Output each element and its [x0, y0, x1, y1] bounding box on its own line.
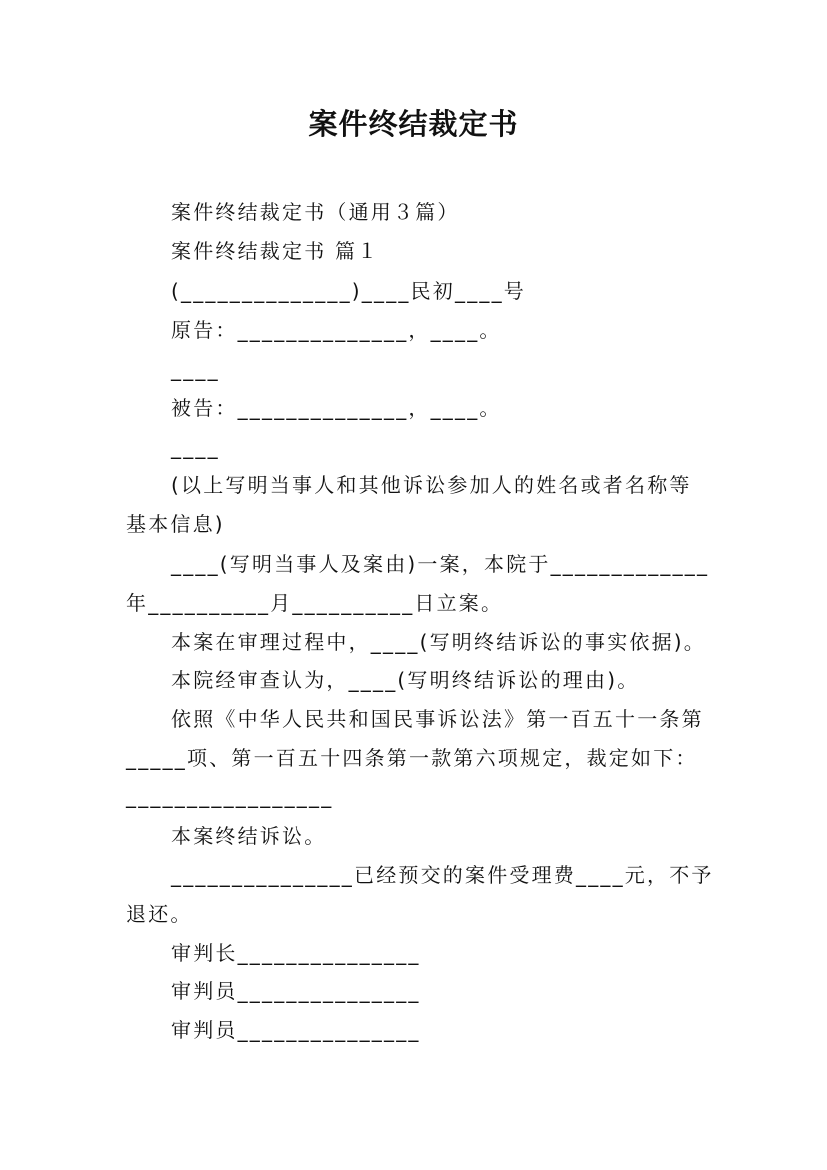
- doc-line-plaintiff-blank: ____: [171, 357, 220, 381]
- doc-line-section-heading: 案件终结裁定书 篇１: [171, 239, 380, 263]
- doc-line-fee-cont: 退还。: [126, 902, 193, 926]
- doc-line-ruling: 本案终结诉讼。: [171, 824, 327, 848]
- doc-line-case-number: (______________)____民初____号: [171, 279, 527, 303]
- doc-line-judge-1: 审判员_______________: [171, 979, 421, 1003]
- doc-line-facts: 本案在审理过程中，____(写明终结诉讼的事实依据)。: [171, 630, 707, 654]
- document-title: 案件终结裁定书: [308, 107, 519, 141]
- doc-line-parties-note-cont: 基本信息): [126, 512, 225, 536]
- doc-line-defendant-blank: ____: [171, 435, 220, 459]
- doc-line-plaintiff: 原告：______________，____。: [171, 318, 502, 342]
- doc-line-case-filing: ____(写明当事人及案由)一案，本院于_____________: [171, 552, 710, 576]
- doc-line-parties-note: (以上写明当事人和其他诉讼参加人的姓名或者名称等: [171, 473, 692, 497]
- doc-line-presiding-judge: 审判长_______________: [171, 941, 421, 965]
- doc-line-case-filing-date: 年__________月__________日立案。: [126, 591, 504, 615]
- doc-line-blank-rule: _________________: [126, 784, 334, 808]
- doc-line-fee: _______________已经预交的案件受理费____元，不予: [171, 863, 714, 887]
- doc-line-reasons: 本院经审查认为，____(写明终结诉讼的理由)。: [171, 668, 640, 692]
- doc-line-legal-basis-cont: _____项、第一百五十四条第一款第六项规定，裁定如下：: [126, 746, 698, 770]
- doc-line-subtitle: 案件终结裁定书（通用３篇）: [171, 200, 460, 224]
- doc-line-judge-2: 审判员_______________: [171, 1018, 421, 1042]
- doc-line-defendant: 被告：______________，____。: [171, 396, 502, 420]
- doc-line-legal-basis: 依照《中华人民共和国民事诉讼法》第一百五十一条第: [171, 707, 704, 731]
